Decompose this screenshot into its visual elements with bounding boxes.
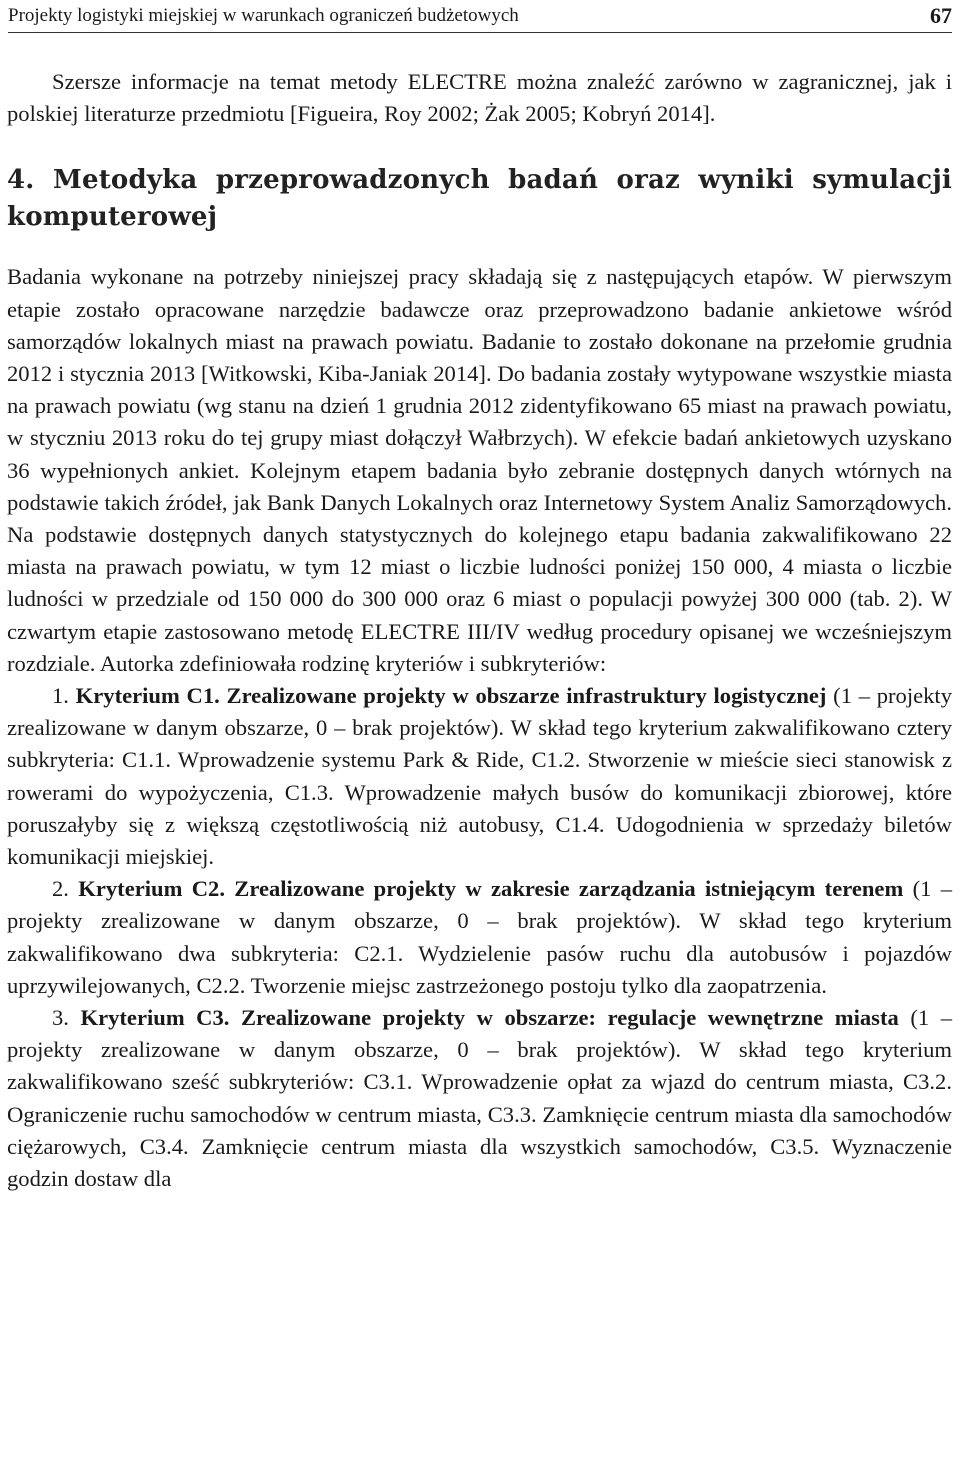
criterion-1-title: Kryterium C1. Zrealizowane projekty w obszarze infrastruktury logistycznej — [75, 683, 827, 709]
main-paragraph: Badania wykonane na potrzeby niniejszej pracy składają się z następujących etapów. W pierwszym etapie zostało opracowane narzędzie badawcze oraz przeprowadzono badanie ankietowe wśród samorządów lokalnych miast na prawach powiatu. Badanie to zostało dokonane na przełomie grudnia 2012 i stycznia 2013 [Witkowski, Kiba-Janiak 2014]. Do badania zostały wytypowane wszystkie miasta na prawach powiatu (wg stanu na dzień 1 grudnia 2012 zidentyfikowano 65 miast na prawach powiatu, w styczniu 2013 roku do tej grupy miast dołączył Wałbrzych). W efekcie badań ankietowych uzyskano 36 wypełnionych ankiet. Kolejnym etapem badania było zebranie dostępnych danych wtórnych na podstawie takich źródeł, jak Bank Danych Lokalnych oraz Internetowy System Analiz Samorządowych. Na podstawie dostępnych danych statystycznych do kolejnego etapu badania zakwalifikowano 22 miasta na prawach powiatu, w tym 12 miast o liczbie ludności poniżej 150 000, 4 miasta o liczbie ludności w przedziale od 150 000 do 300 000 oraz 6 miast o populacji powyżej 300 000 (tab. 2). W czwartym etapie zastosowano metodę ELECTRE III/IV według procedury opisanej we wcześniejszym rozdziale. Autorka zdefiniowała rodzinę kryteriów i subkryteriów: — [7, 264, 952, 676]
criterion-2-title: Kryterium C2. Zrealizowane projekty w zakresie zarządzania istniejącym terenem — [78, 876, 904, 902]
body-text — [7, 66, 952, 1195]
criterion-2-text: (1 – projekty zrealizowane w danym obszarze, 0 – brak projektów). W skład tego kryterium zakwalifikowano dwa subkryteria: C2.1. Wydzielenie pasów ruchu dla autobusów i pojazdów uprzywilejowanych, C2.2. Tworzenie miejsc zastrzeżonego postoju tylko dla zaopatrzenia. — [7, 876, 952, 998]
criterion-1-number: 1. — [52, 683, 69, 709]
intro-paragraph: Szersze informacje na temat metody ELECTRE można znaleźć zarówno w zagranicznej, jak i polskiej literaturze przedmiotu [Figueira, Roy 2002; Żak 2005; Kobryń 2014]. — [7, 69, 952, 127]
running-title: Projekty logistyki miejskiej w warunkach ograniczeń budżetowych — [8, 5, 519, 26]
criterion-3-number: 3. — [52, 1005, 69, 1031]
criterion-2-number: 2. — [52, 876, 69, 902]
criterion-3 — [7, 1002, 952, 1195]
running-header — [8, 2, 952, 33]
criterion-3-text: (1 – projekty zrealizowane w danym obszarze, 0 – brak projektów). W skład tego kryterium zakwalifikowano sześć subkryteriów: C3.1. Wprowadzenie opłat za wjazd do centrum miasta, C3.2. Ograniczenie ruchu samochodów w centrum miasta, C3.3. Zamknięcie centrum miasta dla samochodów ciężarowych, C3.4. Zamknięcie centrum miasta dla wszystkich samochodów, C3.5. Wyznaczenie godzin dostaw dla — [7, 1005, 952, 1192]
criterion-1 — [7, 680, 952, 873]
criterion-1-text: (1 – projekty zrealizowane w danym obszarze, 0 – brak projektów). W skład tego kryterium zakwalifikowano cztery subkryteria: C1.1. Wprowadzenie systemu Park & Ride, C1.2. Stworzenie w mieście sieci stanowisk z rowerami do wypożyczenia, C1.3. Wprowadzenie małych busów do komunikacji zbiorowej, które poruszałyby się z większą częstotliwością niż autobusy, C1.4. Udogodnienia w sprzedaży biletów komunikacji miejskiej. — [7, 683, 953, 870]
page-number: 67 — [930, 3, 952, 28]
criterion-2 — [7, 873, 952, 1002]
section-heading: 4. Metodyka przeprowadzonych badań oraz wyniki symulacji komputerowej — [7, 165, 952, 233]
criterion-3-title: Kryterium C3. Zrealizowane projekty w obszarze: regulacje wewnętrzne miasta — [80, 1005, 899, 1031]
